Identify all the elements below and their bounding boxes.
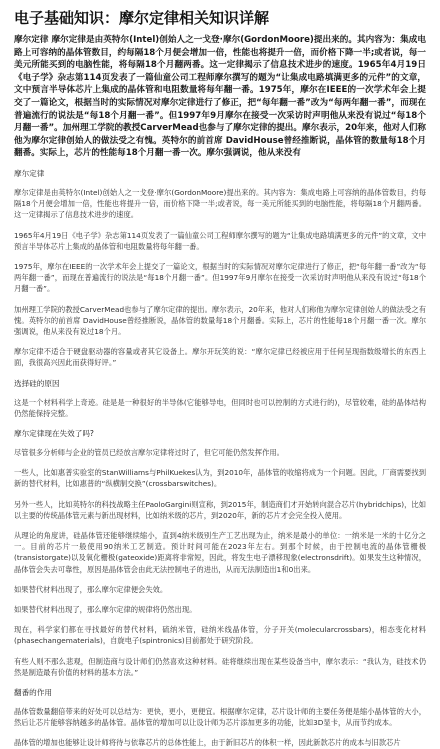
paragraph: 如果替代材料出现了，那么摩尔定律便会失效。 [14,584,168,594]
paragraph: 1965年4月19日《电子学》杂志第114页发表了一篇仙童公司工程师摩尔撰写的题为“让集成电路填满更多的元件”的文章，文中预言半导体芯片上集成的晶体管和电阻数量将每年翻一番。 [14,230,426,251]
article-lead-summary: 摩尔定律 摩尔定律是由英特尔(Intel)创始人之一戈登·摩尔(GordonMoore)提出来的。其内容为：集成电路上可容纳的晶体管数目，约每隔18个月便会增加一倍，性能也将提升一倍，而价格下降一半;或者说，每一美元所能买到的电脑性能，将每隔18个月翻两番。这一定律揭示了信息技术进步的速度。1965年4月19日《电子学》杂志第114页发表了一篇仙童公司工程师摩尔撰写的题为“让集成电路填满更多的元件”的文章，文中预言半导体芯片上集成的晶体管和电阻数量将每年翻一番。1975年，摩尔在IEEE的一次学术年会上提交了一篇论文，根据当时的实际情况对摩尔定律进行了修正，把“每年翻一番”改为“每两年翻一番”，而现在普遍流行的说法是“每18个月翻一番”。但1997年9月摩尔在接受一次采访时声明他从来没有说过“每18个月翻一番”。加州理工学院的教授CarverMead也参与了摩尔定律的提出。摩尔表示，20年来，他对人们称他为摩尔定律创始人的做法受之有愧。英特尔的前首席 DavidHouse曾经推断说，晶体管的数量每18个月翻番。实际上，芯片的性能每18个月翻一番一次。摩尔强调说，他从来没有 [14,35,426,159]
section-heading-doubling-effect: 翻番的作用 [14,688,52,698]
section-heading-why-silicon: 选择硅的原因 [14,378,60,388]
paragraph: 尽管很多分析师与企业的管员已经放言摩尔定律将过时了，但它可能仍然发挥作用。 [14,447,284,457]
paragraph: 晶体管的增加也能够让设计师将待与依靠芯片的总体性能上，由于新旧芯片的体积一样，因此新款芯片的成本与旧款芯片 [14,738,401,748]
paragraph: 晶体管数量翻倍带来的好处可以总结为：更快，更小，更便宜。根据摩尔定律，芯片设计师的主要任务便是缩小晶体管的大小，然后让芯片能够容纳越多的晶体管。晶体管的增加可以让设计师为芯片添加更多的功能，比如3D显卡，从而节约成本。 [14,707,426,728]
paragraph: 如果替代材料出现了，那么摩尔定律的规律将仍然出现。 [14,605,197,615]
paragraph: 1975年，摩尔在IEEE的一次学术年会上提交了一篇论文，根据当时的实际情况对摩尔定律进行了修正，把“每年翻一番”改为“每两年翻一番”，而现在普遍流行的说法是“每18个月翻一番”。但1997年9月摩尔在接受一次采访时声明他从来没有说过“每18个月翻一番”。 [14,261,426,294]
paragraph: 摩尔定律不适合于硬盘驱动器的容量或者其它设备上。摩尔开玩笑的说：“摩尔定律已经被应用于任何呈现指数级增长的东西上面，我很高兴因此而获得好评。” [14,347,426,368]
paragraph: 另外一些人，比如英特尔的科技战略主任PaoloGargini则宣称，到2015年，制造商们才开始转向混合芯片(hybridchips)，比如以主要的传统晶体管元素与新出现材料，比如纳米级的芯片，到2020年，新的芯片才会完全投入使用。 [14,499,426,520]
paragraph: 这是一个材料科学上奇迹。硅是是一种很好的半导体(它能够导电，但同时也可以控制的方式进行的)，尽管较难，硅的晶体结构仍然能保持完整。 [14,397,426,418]
paragraph: 一些人，比如惠普实验室的StanWilliams与PhilKuekes认为，到2010年，晶体管的收缩将成为一个问题。因此，厂商需要找到新的替代材料，比如惠普的“纵横制交换”(crossbarswitches)。 [14,468,426,489]
paragraph: 加州理工学院的教授CarverMead也参与了摩尔定律的提出。摩尔表示，20年来，他对人们称他为摩尔定律创始人的做法受之有愧。英特尔的前首席 DavidHouse曾经推断说，晶体管的数量每18个月翻番。实际上，芯片的性能每18个月翻一番一次。摩尔强调说，他从来没有说过18个月。 [14,304,426,336]
paragraph: 从理论的角度讲，硅晶体管还能够继续缩小，直到4纳米级别生产工艺出现为止，纳米是最小的单位：一纳米是一米的十亿分之一。目前的芯片一般使用90纳米工艺制造。预计时间可能在2023年左右。到那个时候，由于控制电流的晶体管栅极(transistorgate)以及氧化栅极(gateoxide)距离将非常短，因此，将发生电子漂移现象(electronsdrift)。如果发生这种情况，晶体管会失去可靠性，原因是晶体管会由此无法控制电子的进出，从而无法制造出1和0出来。 [14,531,426,574]
paragraph: 摩尔定律是由英特尔(Intel)创始人之一戈登·摩尔(GordonMoore)提出来的。其内容为：集成电路上可容纳的晶体管数目，约每隔18个月便会增加一倍，性能也将提升一倍，而价格下降一半;或者说，每一美元所能买到的电脑性能，将每隔18个月翻两番。这一定律揭示了信息技术进步的速度。 [14,187,426,220]
section-heading-moores-law: 摩尔定律 [14,168,45,178]
article-title: 电子基础知识：摩尔定律相关知识详解 [14,9,270,27]
paragraph: 有些人则不那么悲观，但制造商与设计师们仍然喜欢这种材料。硅将继续出现在某些设备当中，摩尔表示：“我认为，硅技术仍然是制造最有价值的材料的基本方法。” [14,656,426,677]
paragraph: 现在，科学家们都在寻找最好的替代材料，硫纳米管，硅纳米线晶体管，分子开关(molecularcrossbars)，相态变化材料(phasechangematerials)，自旋电子(spintronics)目前都处于研究阶段。 [14,625,426,646]
section-heading-is-moores-law-dead: 摩尔定律现在失效了吗? [14,428,94,438]
